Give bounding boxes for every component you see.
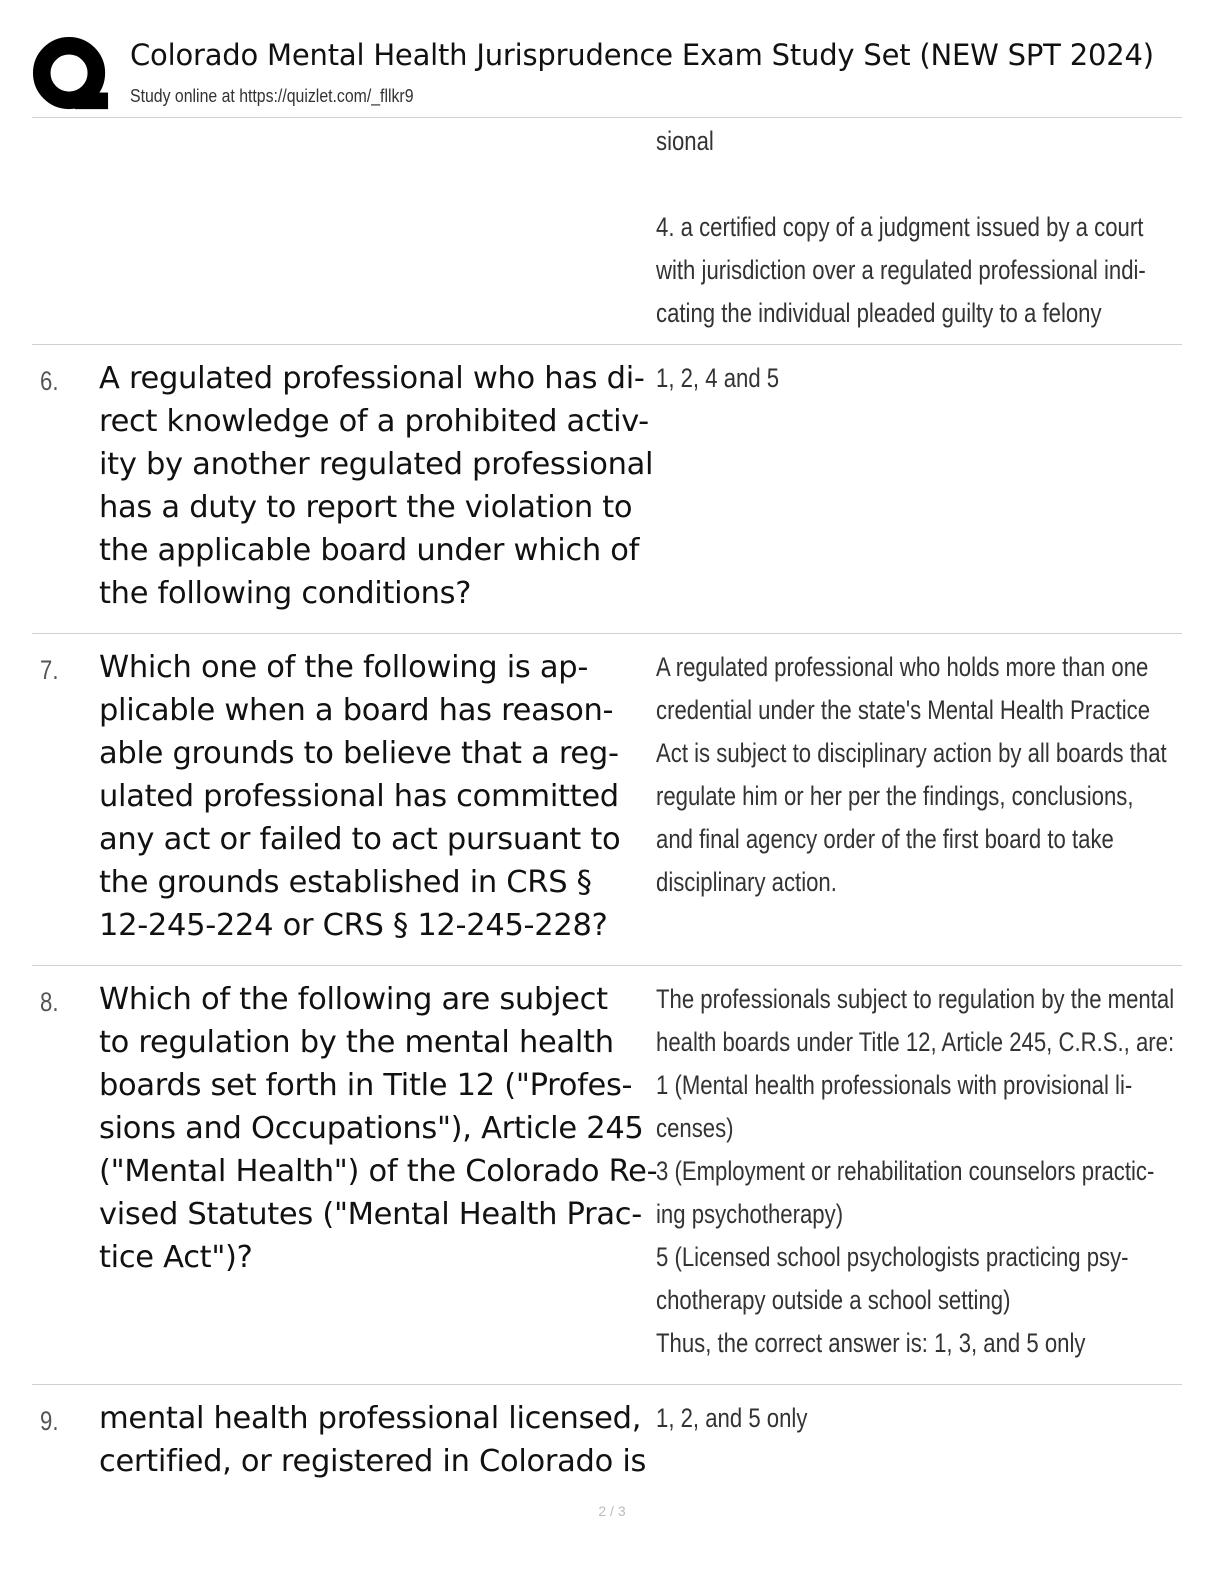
term-line: ity by another regulated professional bbox=[99, 447, 654, 482]
term-line: any act or failed to act pursuant to bbox=[99, 822, 621, 857]
definition-line: with jurisdiction over a regulated professional indi- bbox=[656, 255, 1146, 285]
card-number: 6. bbox=[40, 366, 59, 396]
definition-line: health boards under Title 12, Article 245, C.R.S., are: bbox=[656, 1027, 1175, 1057]
definition-line: 5 (Licensed school psychologists practicing psy- bbox=[656, 1242, 1129, 1272]
term-line: plicable when a board has reason- bbox=[99, 693, 614, 728]
divider bbox=[32, 117, 1182, 118]
definition-line: A regulated professional who holds more than one bbox=[656, 652, 1149, 682]
term-line: sions and Occupations"), Article 245 bbox=[99, 1111, 644, 1146]
card-definition bbox=[656, 978, 1175, 1365]
definition-line: 3 (Employment or rehabilitation counselors practic- bbox=[656, 1156, 1155, 1186]
definition-line: 1 (Mental health professionals with provisional li- bbox=[656, 1070, 1133, 1100]
definition-line: credential under the state's Mental Health Practice bbox=[656, 695, 1151, 725]
page-title: Colorado Mental Health Jurisprudence Exam Study Set (NEW SPT 2024) bbox=[130, 38, 1154, 72]
card-term bbox=[99, 357, 654, 615]
card-definition bbox=[656, 1397, 1164, 1440]
continued-definition bbox=[656, 120, 1164, 335]
definition-line: chotherapy outside a school setting) bbox=[656, 1285, 1011, 1315]
card-number: 7. bbox=[40, 655, 59, 685]
definition-line: cating the individual pleaded guilty to a felony bbox=[656, 298, 1102, 328]
term-line: rect knowledge of a prohibited activ- bbox=[99, 404, 649, 439]
term-line: Which one of the following is ap- bbox=[99, 650, 589, 685]
divider bbox=[32, 1384, 1182, 1385]
definition-line: The professionals subject to regulation by the mental bbox=[656, 984, 1175, 1014]
term-line: able grounds to believe that a reg- bbox=[99, 736, 619, 771]
definition-line: 4. a certified copy of a judgment issued by a court bbox=[656, 212, 1144, 242]
term-line: mental health professional licensed, bbox=[99, 1401, 642, 1436]
definition-line: 1, 2, and 5 only bbox=[656, 1403, 808, 1433]
card-definition bbox=[656, 357, 1164, 400]
page-number: 2 / 3 bbox=[598, 1503, 626, 1519]
definition-line: regulate him or her per the findings, conclusions, bbox=[656, 781, 1134, 811]
term-line: A regulated professional who has di- bbox=[99, 361, 645, 396]
term-line: certified, or registered in Colorado is bbox=[99, 1444, 647, 1479]
divider bbox=[32, 344, 1182, 345]
term-line: ("Mental Health") of the Colorado Re- bbox=[99, 1154, 658, 1189]
term-line: to regulation by the mental health bbox=[99, 1025, 614, 1060]
term-line: Which of the following are subject bbox=[99, 982, 608, 1017]
definition-line: Act is subject to disciplinary action by all boards that bbox=[656, 738, 1167, 768]
study-online-link[interactable]: Study online at https://quizlet.com/_fllkr9 bbox=[130, 86, 414, 106]
definition-line: ing psychotherapy) bbox=[656, 1199, 844, 1229]
divider bbox=[32, 633, 1182, 634]
card-definition bbox=[656, 646, 1167, 904]
term-line: has a duty to report the violation to bbox=[99, 490, 633, 525]
term-line: ulated professional has committed bbox=[99, 779, 619, 814]
card-term bbox=[99, 978, 658, 1279]
term-line: 12-245-224 or CRS § 12-245-228? bbox=[99, 908, 608, 943]
card-term bbox=[99, 646, 649, 947]
term-line: vised Statutes ("Mental Health Prac- bbox=[99, 1197, 642, 1232]
definition-line: 1, 2, 4 and 5 bbox=[656, 363, 780, 393]
header bbox=[32, 30, 1182, 116]
term-line: the following conditions? bbox=[99, 576, 472, 611]
definition-line: sional bbox=[656, 126, 714, 156]
definition-line: and final agency order of the first board to take bbox=[656, 824, 1114, 854]
definition-line: censes) bbox=[656, 1113, 734, 1143]
term-line: boards set forth in Title 12 ("Profes- bbox=[99, 1068, 633, 1103]
term-line: tice Act")? bbox=[99, 1240, 253, 1275]
definition-line: disciplinary action. bbox=[656, 867, 837, 897]
card-number: 9. bbox=[40, 1406, 59, 1436]
term-line: the grounds established in CRS § bbox=[99, 865, 592, 900]
card-number: 8. bbox=[40, 987, 59, 1017]
quizlet-logo-icon bbox=[32, 36, 110, 114]
definition-line bbox=[656, 163, 1164, 206]
definition-line: Thus, the correct answer is: 1, 3, and 5 only bbox=[656, 1328, 1086, 1358]
divider bbox=[32, 965, 1182, 966]
term-line: the applicable board under which of bbox=[99, 533, 640, 568]
card-term bbox=[99, 1397, 649, 1483]
